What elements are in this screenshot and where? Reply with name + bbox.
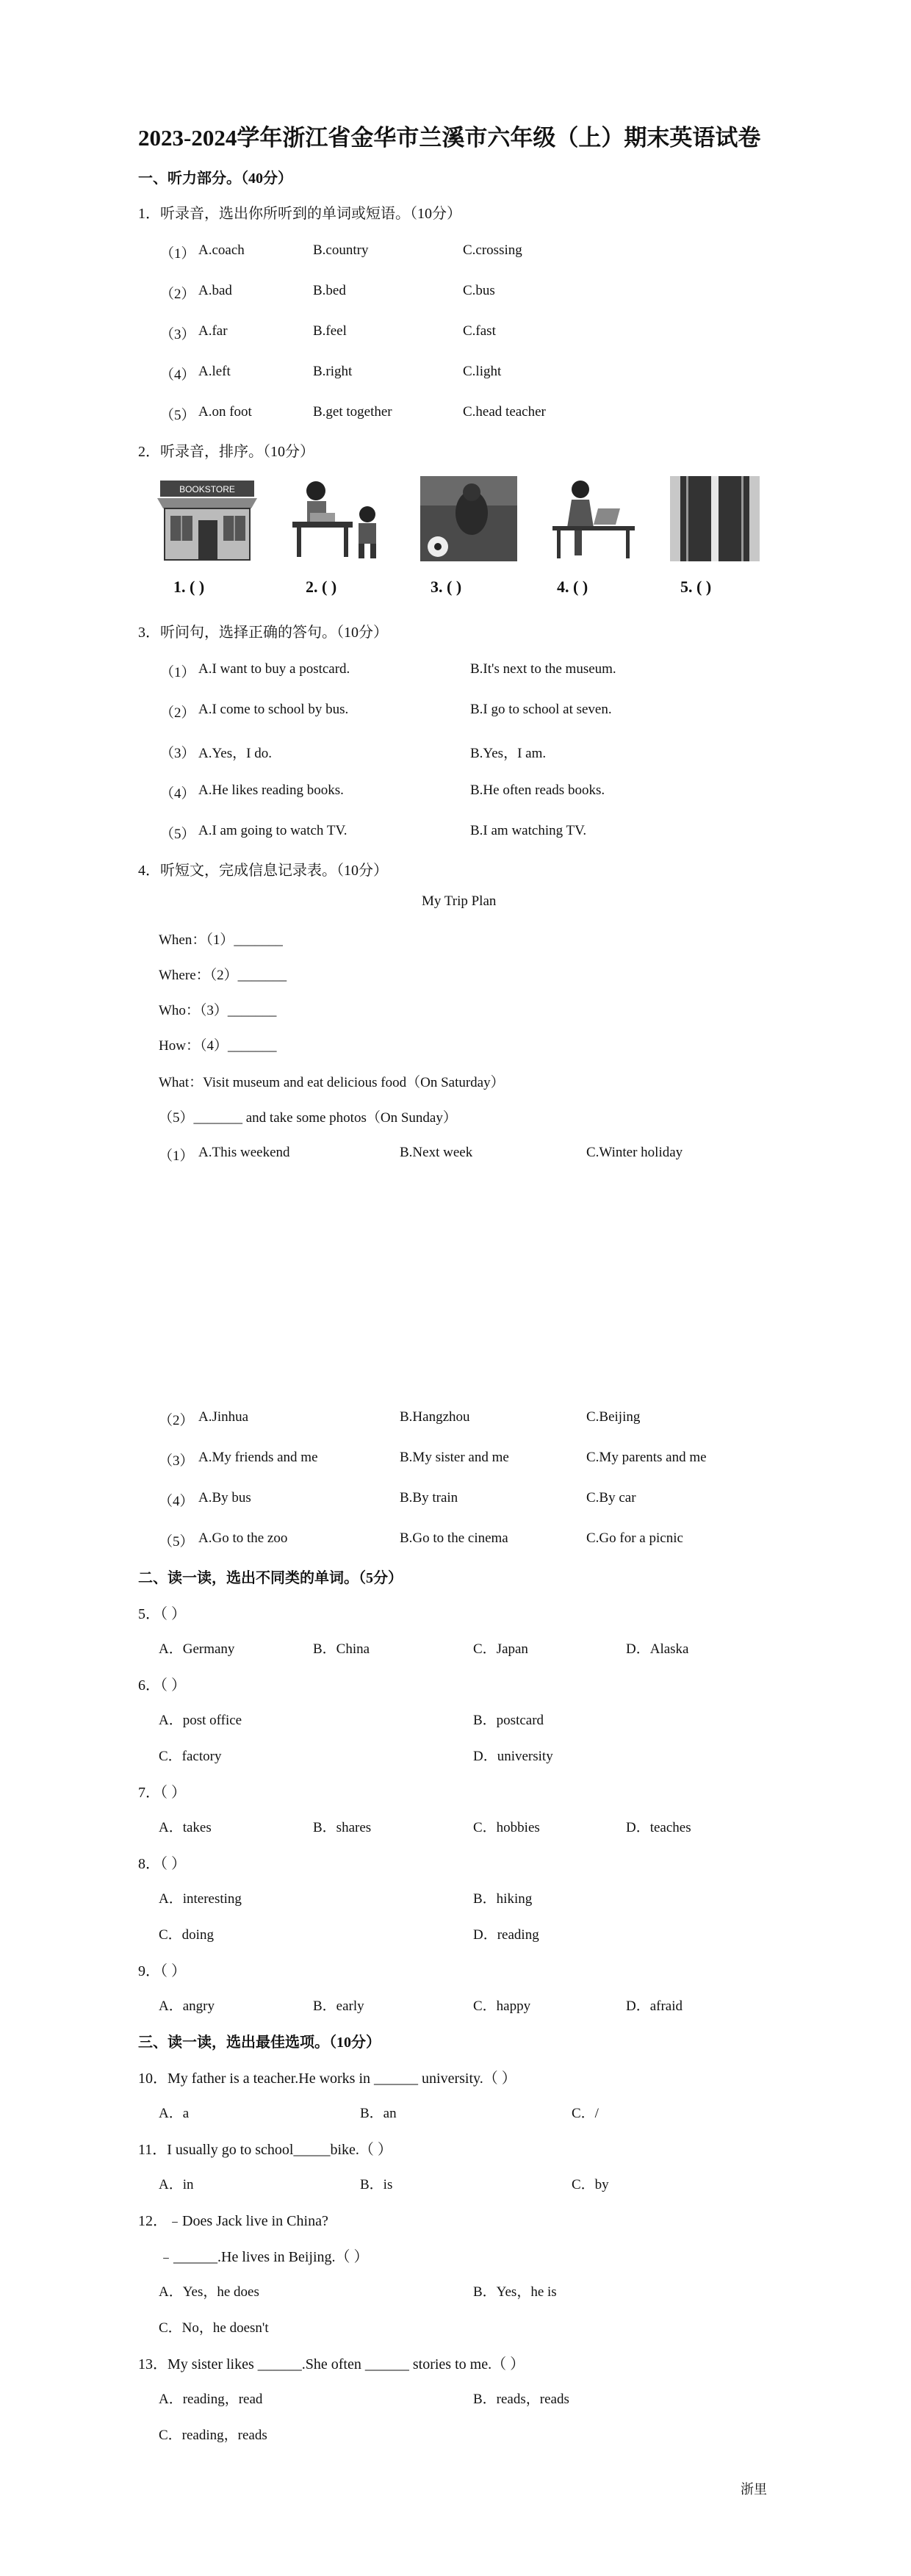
page-title: 2023-2024学年浙江省金华市兰溪市六年级（上）期末英语试卷 <box>138 125 761 151</box>
road-picture <box>670 476 760 561</box>
question-12-stem: 12．﹣Does Jack live in China? <box>138 2213 328 2229</box>
item-number: （1） <box>160 665 195 680</box>
q8-option-b: B．hiking <box>473 1891 533 1907</box>
option-a: A.My friends and me <box>198 1450 318 1465</box>
question-3-stem: 3．听问句，选择正确的答句。（10分） <box>138 625 388 641</box>
section-heading-listening: 一、听力部分。（40分） <box>138 170 292 187</box>
item-number: （2） <box>160 287 195 302</box>
option-a: A.Jinhua <box>198 1409 249 1425</box>
q13-option-c: C．reading，reads <box>159 2428 267 2443</box>
option-c: C.Go for a picnic <box>586 1530 683 1546</box>
picture-2-label: 2. ( ) <box>306 578 337 596</box>
item-number: （1） <box>159 1148 194 1164</box>
option-a: A.I am going to watch TV. <box>198 823 348 838</box>
q5-option-c: C．Japan <box>473 1641 528 1657</box>
option-b: B.My sister and me <box>400 1450 509 1465</box>
question-1-stem: 1．听录音，选出你所听到的单词或短语。（10分） <box>138 206 461 222</box>
question-9-stem: 9．（ ） <box>138 1963 186 1979</box>
q5-option-d: D．Alaska <box>626 1641 689 1657</box>
q6-option-c: C．factory <box>159 1749 222 1764</box>
picture-3-label: 3. ( ) <box>431 578 462 596</box>
option-a: A.left <box>198 364 231 379</box>
question-10-stem: 10．My father is a teacher.He works in ______ university.（ ） <box>138 2070 516 2087</box>
q6-option-b: B．postcard <box>473 1713 544 1728</box>
option-c: C.crossing <box>463 242 522 258</box>
item-number: （4） <box>159 1494 194 1509</box>
item-number: （3） <box>159 1453 194 1469</box>
item-number: （4） <box>160 786 195 802</box>
option-c: C.By car <box>586 1490 636 1505</box>
question-13-stem: 13．My sister likes ______.She often ______ stories to me.（ ） <box>138 2356 525 2372</box>
q5-option-b: B．China <box>313 1641 370 1657</box>
section-heading-odd-one-out: 二、读一读，选出不同类的单词。（5分） <box>138 1570 403 1586</box>
option-b: B.I am watching TV. <box>470 823 587 838</box>
section-heading-best-choice: 三、读一读，选出最佳选项。（10分） <box>138 2034 381 2051</box>
option-c: C.Winter holiday <box>586 1145 683 1160</box>
q9-option-a: A．angry <box>159 1998 215 2014</box>
option-c: C.My parents and me <box>586 1450 707 1465</box>
q9-option-b: B．early <box>313 1998 364 2014</box>
option-a: A.This weekend <box>198 1145 290 1160</box>
picture-1-label: 1. ( ) <box>173 578 205 596</box>
footer-mark: 浙里 <box>741 2482 767 2497</box>
q12-option-b: B．Yes，he is <box>473 2284 557 2300</box>
q9-option-d: D．afraid <box>626 1998 683 2014</box>
picture-4-label: 4. ( ) <box>557 578 588 596</box>
option-b: B.By train <box>400 1490 458 1505</box>
option-b: B.Yes，I am. <box>470 746 547 761</box>
picture-5-label: 5. ( ) <box>680 578 712 596</box>
option-c: C.Beijing <box>586 1409 641 1425</box>
q7-option-b: B．shares <box>313 1820 372 1835</box>
option-a: A.Go to the zoo <box>198 1530 288 1546</box>
football-photo <box>420 476 517 561</box>
q7-option-c: C．hobbies <box>473 1820 540 1835</box>
q6-option-a: A．post office <box>159 1713 242 1728</box>
trip-plan-title: My Trip Plan <box>422 893 497 909</box>
plan-line-how: How：（4）_______ <box>159 1038 277 1054</box>
item-number: （3） <box>160 327 195 342</box>
bookstore-sign-text: BOOKSTORE <box>179 484 235 494</box>
item-number: （3） <box>160 746 195 761</box>
laptop-picture <box>545 476 639 561</box>
q6-option-d: D．university <box>473 1749 553 1764</box>
option-b: B.right <box>313 364 353 379</box>
option-c: C.head teacher <box>463 404 546 420</box>
option-b: B.I go to school at seven. <box>470 702 612 717</box>
bookstore-picture <box>156 476 259 561</box>
question-7-stem: 7．（ ） <box>138 1785 186 1801</box>
q13-option-a: A．reading，read <box>159 2392 263 2407</box>
item-number: （4） <box>160 367 195 383</box>
question-4-stem: 4．听短文，完成信息记录表。（10分） <box>138 863 388 879</box>
question-2-stem: 2．听录音，排序。（10分） <box>138 444 314 460</box>
option-a: A.coach <box>198 242 245 258</box>
option-a: A.far <box>198 323 228 339</box>
option-b: B.feel <box>313 323 347 339</box>
option-c: C.bus <box>463 283 495 298</box>
option-b: B.get together <box>313 404 392 420</box>
question-5-stem: 5．（ ） <box>138 1606 186 1622</box>
q10-option-b: B．an <box>360 2106 397 2121</box>
students-desk-picture <box>288 476 391 561</box>
q9-option-c: C．happy <box>473 1998 531 2014</box>
plan-line-what: What：Visit museum and eat delicious food（On Saturday） <box>159 1075 505 1090</box>
option-a: A.By bus <box>198 1490 251 1505</box>
option-b: B.Go to the cinema <box>400 1530 508 1546</box>
item-number: （2） <box>159 1413 194 1428</box>
option-a: A.Yes，I do. <box>198 746 272 761</box>
option-b: B.He often reads books. <box>470 782 605 798</box>
plan-line-sunday: （5）_______ and take some photos（On Sunday） <box>159 1110 457 1126</box>
option-a: A.He likes reading books. <box>198 782 344 798</box>
option-a: A.bad <box>198 283 232 298</box>
plan-line-who: Who：（3）_______ <box>159 1003 277 1018</box>
option-c: C.light <box>463 364 502 379</box>
q11-option-a: A．in <box>159 2177 194 2192</box>
option-b: B.Next week <box>400 1145 473 1160</box>
question-6-stem: 6．（ ） <box>138 1677 186 1694</box>
option-b: B.country <box>313 242 369 258</box>
q7-option-a: A．takes <box>159 1820 212 1835</box>
q10-option-c: C．/ <box>572 2106 599 2121</box>
item-number: （5） <box>160 408 195 423</box>
item-number: （2） <box>160 705 195 721</box>
option-b: B.It's next to the museum. <box>470 661 616 677</box>
q7-option-d: D．teaches <box>626 1820 691 1835</box>
q8-option-a: A．interesting <box>159 1891 242 1907</box>
q13-option-b: B．reads，reads <box>473 2392 569 2407</box>
q8-option-c: C．doing <box>159 1927 214 1943</box>
q11-option-c: C．by <box>572 2177 609 2192</box>
question-11-stem: 11．I usually go to school_____bike.（ ） <box>138 2142 392 2158</box>
question-12-stem-line2: ﹣______.He lives in Beijing.（ ） <box>159 2249 369 2265</box>
plan-line-when: When：（1）_______ <box>159 932 283 948</box>
q11-option-b: B．is <box>360 2177 393 2192</box>
option-a: A.on foot <box>198 404 252 420</box>
q8-option-d: D．reading <box>473 1927 539 1943</box>
option-b: B.bed <box>313 283 346 298</box>
q12-option-c: C．No，he doesn't <box>159 2320 269 2336</box>
option-a: A.I want to buy a postcard. <box>198 661 350 677</box>
q5-option-a: A．Germany <box>159 1641 235 1657</box>
option-c: C.fast <box>463 323 496 339</box>
item-number: （1） <box>160 246 195 262</box>
question-8-stem: 8．（ ） <box>138 1856 186 1872</box>
q10-option-a: A．a <box>159 2106 190 2121</box>
item-number: （5） <box>160 827 195 842</box>
option-a: A.I come to school by bus. <box>198 702 349 717</box>
plan-line-where: Where：（2）_______ <box>159 968 287 983</box>
q12-option-a: A．Yes，he does <box>159 2284 259 2300</box>
item-number: （5） <box>159 1534 194 1550</box>
option-b: B.Hangzhou <box>400 1409 470 1425</box>
